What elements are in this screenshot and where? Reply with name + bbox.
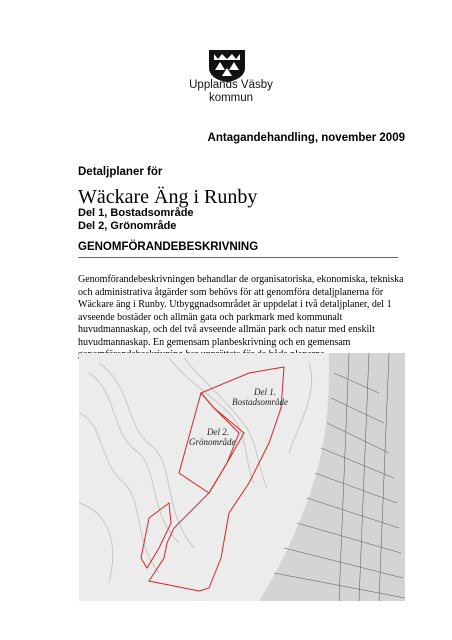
map-label-del2-area: Grönområde bbox=[189, 437, 236, 447]
document-status: Antagandehandling, november 2009 bbox=[207, 132, 405, 144]
document-kicker: Detaljplaner för bbox=[78, 166, 163, 178]
map-label-del2: Del 2. bbox=[207, 427, 229, 437]
map-label-del1: Del 1. bbox=[254, 387, 276, 397]
map-label-del1-area: Bostadsområde bbox=[232, 397, 288, 407]
section-heading: GENOMFÖRANDEBESKRIVNING bbox=[78, 241, 259, 253]
org-name-line1: Upplands Väsby bbox=[189, 79, 273, 91]
document-title: Wäckare Äng i Runby bbox=[78, 186, 258, 208]
subtitle-del1: Del 1, Bostadsområde bbox=[78, 207, 194, 219]
subtitle-del2: Del 2, Grönområde bbox=[78, 220, 177, 232]
divider bbox=[78, 257, 398, 258]
plan-map bbox=[79, 353, 405, 601]
organization-name bbox=[176, 79, 286, 105]
org-name-line2: kommun bbox=[208, 92, 254, 104]
body-paragraph: Genomförandebeskrivningen behandlar de organisatoriska, ekonomiska, tekniska och administrativa åtgärder som behövs för att genomföra detaljplanerna för Wäckare äng i Runby. Utbyggnadsområdet är uppdelat i två detaljplaner, del 1 avseende bostäder och allmän gata och parkmark med kommunalt huvudmannaskap, och del två avseende allmän park och natur med enskilt huvudmannaskap. En gemensam planbeskrivning och en gemensam bbox=[78, 274, 404, 348]
